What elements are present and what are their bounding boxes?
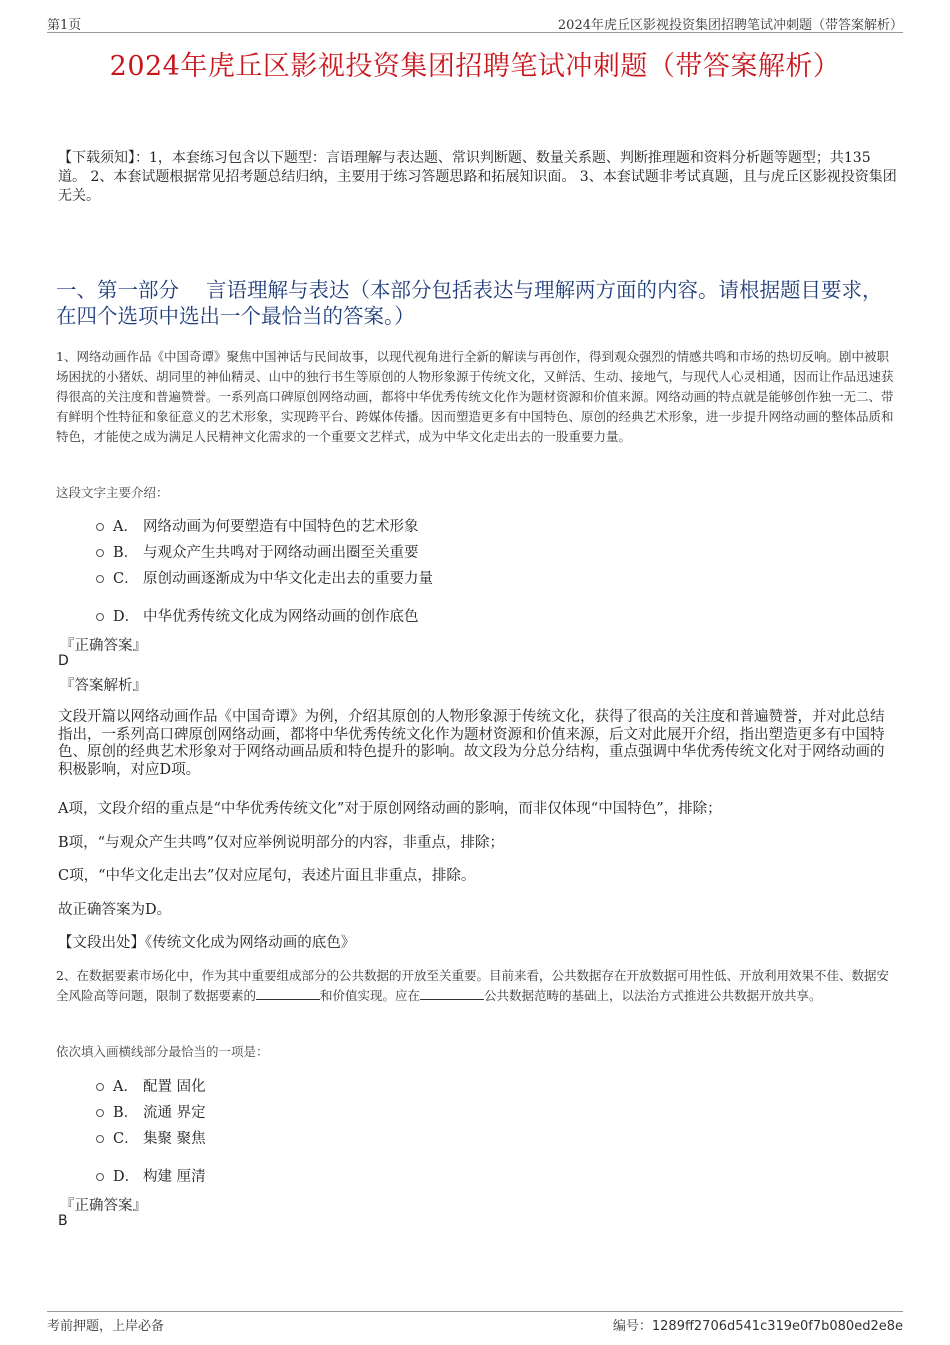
q1-source: 【文段出处】《传统文化成为网络动画的底色》: [58, 935, 356, 951]
radio-icon[interactable]: [96, 523, 104, 531]
page-number: 第1页: [47, 18, 82, 33]
option-text: 集聚 聚焦: [143, 1130, 206, 1147]
q2-text-part2: 和价值实现。应在: [320, 988, 421, 1003]
fill-blank-2: [420, 987, 484, 1000]
footer-doc-id: 编号：1289ff2706d541c319e0f7b080ed2e8e: [612, 1319, 903, 1334]
radio-icon[interactable]: [96, 549, 104, 557]
radio-icon[interactable]: [96, 1135, 104, 1143]
question-1-prompt: 这段文字主要介绍：: [56, 485, 169, 500]
q2-option-b[interactable]: [96, 1101, 206, 1121]
option-text: 构建 厘清: [143, 1168, 206, 1185]
option-text: 中华优秀传统文化成为网络动画的创作底色: [143, 608, 419, 625]
option-letter: D．: [113, 608, 140, 625]
q1-option-d[interactable]: [96, 605, 419, 625]
radio-icon[interactable]: [96, 575, 104, 583]
q1-option-b[interactable]: [96, 541, 419, 561]
header-doc-title: 2024年虎丘区影视投资集团招聘笔试冲刺题（带答案解析）: [557, 18, 903, 33]
q2-text-part3: 公共数据范畴的基础上，以法治方式推进公共数据开放共享。: [484, 988, 822, 1003]
page-header: [47, 14, 903, 33]
option-text: 网络动画为何要塑造有中国特色的艺术形象: [143, 518, 419, 535]
q1-note-b: B项，“与观众产生共鸣”仅对应举例说明部分的内容，非重点，排除；: [58, 835, 504, 851]
option-text: 流通 界定: [143, 1104, 206, 1121]
q1-answer: D: [58, 653, 69, 669]
option-text: 原创动画逐渐成为中华文化走出去的重要力量: [143, 570, 433, 587]
q1-conclusion: 故正确答案为D。: [58, 902, 172, 918]
option-text: 配置 固化: [143, 1078, 206, 1095]
q1-analysis: 文段开篇以网络动画作品《中国奇谭》为例，介绍其原创的人物形象源于传统文化，获得了很高的关注度和普遍赞誉，并对此总结指出，一系列高口碑原创网络动画，都将中华优秀传统文化作为题材资源和价值来源，后文对此展开介绍，指出塑造更多有中国特色、原创的经典艺术形象对于网络动画品质和特色提升的影响。故文段为分总分结构，重点强调中华优秀传统文化对于网络动画的积极影响，对应D项。: [58, 709, 885, 778]
radio-icon[interactable]: [96, 613, 104, 621]
question-2-text: [56, 966, 894, 1006]
option-letter: A．: [113, 1078, 138, 1095]
radio-icon[interactable]: [96, 1109, 104, 1117]
q2-option-c[interactable]: [96, 1127, 206, 1147]
option-text: 与观众产生共鸣对于网络动画出圈至关重要: [143, 544, 419, 561]
page-footer: [47, 1311, 903, 1332]
q1-note-a: A项，文段介绍的重点是“中华优秀传统文化”对于原创网络动画的影响，而非仅体现“中国特色”，排除；: [58, 801, 722, 817]
option-letter: C．: [113, 1130, 139, 1147]
option-letter: C．: [113, 570, 139, 587]
q2-option-a[interactable]: [96, 1075, 206, 1095]
q1-option-c[interactable]: [96, 567, 433, 587]
q1-answer-label: 『正确答案』: [60, 638, 147, 654]
q2-answer: B: [58, 1213, 68, 1229]
question-2-prompt: 依次填入画横线部分最恰当的一项是：: [56, 1044, 269, 1059]
fill-blank-1: [256, 987, 320, 1000]
question-1-text: 1、网络动画作品《中国奇谭》聚焦中国神话与民间故事，以现代视角进行全新的解读与再创作，得到观众强烈的情感共鸣和市场的热切反响。剧中被职场困扰的小猪妖、胡同里的神仙精灵、山中的独行书生等原创的人物形象源于传统文化，又鲜活、生动、接地气，与现代人心灵相通，因而让作品迅速获得很高的关注度和普遍赞誉。一系列高口碑原创网络动画，都将中华优秀传统文化作为题材资源和价值来源。网络动画的特点就是能够创作独一无二、带有鲜明个性特征和象征意义的艺术形象，实现跨平台、跨媒体传播。因而塑造更多有中国特色、原创的经典艺术形象，进一步提升网络动画的整体品质和特色，才能使之成为满足人民精神文化需求的一个重要文艺样式，成为中华文化走出去的一股重要力量。: [56, 349, 894, 444]
q1-analysis-label: 『答案解析』: [60, 678, 147, 694]
q1-note-c: C项，“中华文化走出去”仅对应尾句，表述片面且非重点，排除。: [58, 868, 476, 884]
option-letter: B．: [113, 1104, 139, 1121]
option-letter: B．: [113, 544, 139, 561]
q2-text-part1: 2、在数据要素市场化中，作为其中重要组成部分的公共数据的开放至关重要。目前来看，公共数据存在开放数据可用性低、开放利用效果不佳、数据安全风险高等问题，限制了数据要素的: [56, 968, 889, 1003]
radio-icon[interactable]: [96, 1173, 104, 1181]
section-heading: 一、第一部分 言语理解与表达（本部分包括表达与理解两方面的内容。请根据题目要求，在四个选项中选出一个最恰当的答案。）: [56, 278, 883, 328]
footer-slogan: 考前押题，上岸必备: [47, 1319, 165, 1334]
document-title: 2024年虎丘区影视投资集团招聘笔试冲刺题（带答案解析）: [109, 51, 841, 82]
q1-option-a[interactable]: [96, 515, 419, 535]
option-letter: D．: [113, 1168, 140, 1185]
q2-option-d[interactable]: [96, 1165, 206, 1185]
option-letter: A．: [113, 518, 138, 535]
q2-answer-label: 『正确答案』: [60, 1198, 147, 1214]
download-notice: 【下载须知】：1，本套练习包含以下题型：言语理解与表达题、常识判断题、数量关系题、判断推理题和资料分析题等题型；共135道。 2、本套试题根据常见招考题总结归纳，主要用于练习答题思路和拓展知识面。 3、本套试题非考试真题，且与虎丘区影视投资集团无关。: [58, 150, 897, 204]
radio-icon[interactable]: [96, 1083, 104, 1091]
